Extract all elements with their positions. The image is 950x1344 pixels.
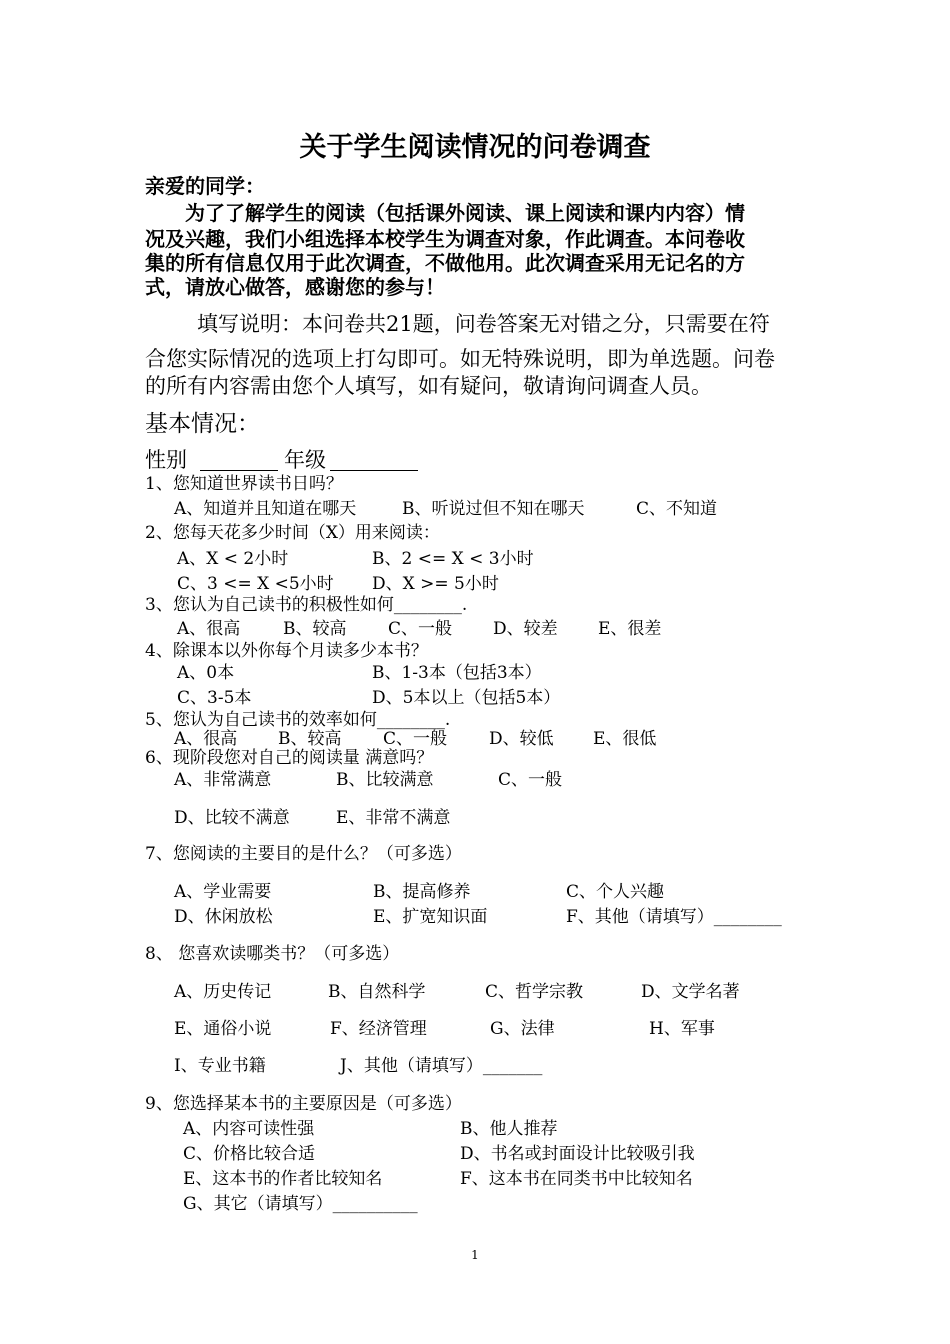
instructions-line-1: 填写说明：本问卷共21题，问卷答案无对错之分，只需要在符 bbox=[197, 312, 770, 336]
q3-option-e[interactable]: E、很差 bbox=[598, 619, 662, 639]
q1-option-b[interactable]: B、听说过但不知在哪天 bbox=[402, 499, 585, 519]
instructions-line-2: 合您实际情况的选项上打勾即可。如无特殊说明，即为单选题。问卷 bbox=[145, 347, 775, 371]
q9-option-a[interactable]: A、内容可读性强 bbox=[183, 1119, 315, 1139]
question-9: 9、您选择某本书的主要原因是（可多选） bbox=[145, 1094, 462, 1114]
q7-option-c[interactable]: C、个人兴趣 bbox=[566, 882, 665, 902]
q5-option-b[interactable]: B、较高 bbox=[278, 729, 342, 749]
q6-option-b[interactable]: B、比较满意 bbox=[336, 770, 434, 790]
q6-option-e[interactable]: E、非常不满意 bbox=[336, 808, 451, 828]
q5-option-a[interactable]: A、很高 bbox=[174, 729, 238, 749]
q2-option-a[interactable]: A、X < 2小时 bbox=[177, 549, 289, 569]
basic-info-heading: 基本情况： bbox=[145, 411, 260, 437]
q5-option-d[interactable]: D、较低 bbox=[489, 729, 554, 749]
q9-option-g[interactable]: G、其它（请填写）__________ bbox=[183, 1194, 418, 1214]
q3-option-c[interactable]: C、一般 bbox=[388, 619, 453, 639]
q7-option-d[interactable]: D、休闲放松 bbox=[174, 907, 273, 927]
q8-option-g[interactable]: G、法律 bbox=[490, 1019, 555, 1039]
q2-option-b[interactable]: B、2 <= X < 3小时 bbox=[372, 549, 534, 569]
q9-option-e[interactable]: E、这本书的作者比较知名 bbox=[183, 1169, 383, 1189]
q8-option-i[interactable]: I、专业书籍 bbox=[174, 1056, 266, 1076]
q8-option-e[interactable]: E、通俗小说 bbox=[174, 1019, 272, 1039]
gender-blank[interactable] bbox=[200, 470, 278, 471]
question-8: 8、 您喜欢读哪类书？（可多选） bbox=[145, 944, 400, 964]
q8-option-d[interactable]: D、文学名著 bbox=[641, 982, 740, 1002]
grade-blank[interactable] bbox=[330, 470, 418, 471]
q9-option-c[interactable]: C、价格比较合适 bbox=[183, 1144, 316, 1164]
question-3: 3、您认为自己读书的积极性如何________. bbox=[145, 595, 468, 615]
q4-option-d[interactable]: D、5本以上（包括5本） bbox=[372, 688, 561, 708]
q1-option-a[interactable]: A、知道并且知道在哪天 bbox=[174, 499, 357, 519]
q5-option-e[interactable]: E、很低 bbox=[593, 729, 657, 749]
q8-option-a[interactable]: A、历史传记 bbox=[174, 982, 272, 1002]
question-2: 2、您每天花多少时间（X）用来阅读： bbox=[145, 523, 440, 543]
question-6: 6、现阶段您对自己的阅读量 满意吗？ bbox=[145, 748, 434, 768]
q7-option-e[interactable]: E、扩宽知识面 bbox=[373, 907, 488, 927]
q7-option-b[interactable]: B、提高修养 bbox=[373, 882, 471, 902]
q6-option-d[interactable]: D、比较不满意 bbox=[174, 808, 290, 828]
q7-option-a[interactable]: A、学业需要 bbox=[174, 882, 272, 902]
q9-option-f[interactable]: F、这本书在同类书中比较知名 bbox=[460, 1169, 693, 1189]
page-number: 1 bbox=[471, 1248, 479, 1262]
q8-option-h[interactable]: H、军事 bbox=[649, 1019, 715, 1039]
q8-option-j[interactable]: J、其他（请填写）_______ bbox=[340, 1056, 543, 1076]
q3-option-b[interactable]: B、较高 bbox=[283, 619, 347, 639]
q8-option-b[interactable]: B、自然科学 bbox=[328, 982, 426, 1002]
document-title: 关于学生阅读情况的问卷调查 bbox=[299, 132, 651, 163]
q7-option-f[interactable]: F、其他（请填写）________ bbox=[566, 907, 782, 927]
q9-option-d[interactable]: D、书名或封面设计比较吸引我 bbox=[460, 1144, 695, 1164]
q2-option-c[interactable]: C、3 <= X <5小时 bbox=[177, 574, 334, 594]
q6-option-c[interactable]: C、一般 bbox=[498, 770, 563, 790]
question-4: 4、除课本以外你每个月读多少本书？ bbox=[145, 641, 428, 661]
q2-option-d[interactable]: D、X >= 5小时 bbox=[372, 574, 499, 594]
q3-option-a[interactable]: A、很高 bbox=[177, 619, 241, 639]
q4-option-b[interactable]: B、1-3本（包括3本） bbox=[372, 663, 542, 683]
q1-option-c[interactable]: C、不知道 bbox=[636, 499, 718, 519]
q9-option-b[interactable]: B、他人推荐 bbox=[460, 1119, 558, 1139]
question-7: 7、您阅读的主要目的是什么？（可多选） bbox=[145, 844, 462, 864]
grade-label: 年级 bbox=[284, 448, 326, 472]
intro-line-3: 集的所有信息仅用于此次调查，不做他用。此次调查采用无记名的方 bbox=[145, 251, 745, 275]
q8-option-c[interactable]: C、哲学宗教 bbox=[485, 982, 584, 1002]
q8-option-f[interactable]: F、经济管理 bbox=[330, 1019, 427, 1039]
instructions-line-3: 的所有内容需由您个人填写，如有疑问，敬请询问调查人员。 bbox=[145, 374, 712, 398]
intro-line-4: 式，请放心做答，感谢您的参与！ bbox=[145, 275, 445, 299]
question-1: 1、您知道世界读书日吗？ bbox=[145, 474, 343, 494]
q4-option-c[interactable]: C、3-5本 bbox=[177, 688, 252, 708]
gender-label: 性别 bbox=[145, 448, 187, 472]
q5-option-c[interactable]: C、一般 bbox=[383, 729, 448, 749]
q3-option-d[interactable]: D、较差 bbox=[493, 619, 558, 639]
q4-option-a[interactable]: A、0本 bbox=[177, 663, 235, 683]
q6-option-a[interactable]: A、非常满意 bbox=[174, 770, 272, 790]
greeting: 亲爱的同学： bbox=[145, 174, 265, 198]
intro-line-1: 为了了解学生的阅读（包括课外阅读、课上阅读和课内内容）情 bbox=[185, 201, 745, 225]
question-5: 5、您认为自己读书的效率如何________. bbox=[145, 710, 451, 730]
intro-line-2: 况及兴趣，我们小组选择本校学生为调查对象，作此调查。本问卷收 bbox=[145, 227, 745, 251]
